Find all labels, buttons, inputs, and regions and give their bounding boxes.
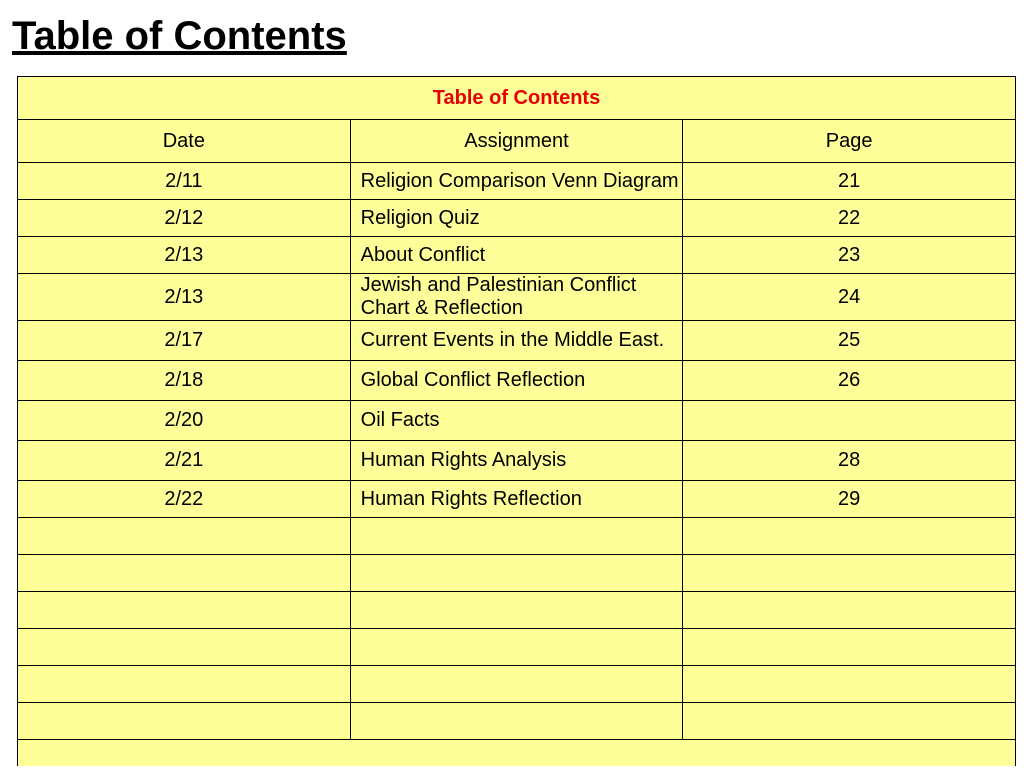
- row-page: 22: [683, 200, 1016, 237]
- empty-cell: [18, 629, 351, 666]
- row-date: 2/13: [18, 274, 351, 321]
- row-assignment: Oil Facts: [350, 401, 683, 441]
- table-row: [18, 274, 1016, 321]
- row-page: [683, 401, 1016, 441]
- row-date: 2/17: [18, 321, 351, 361]
- page-title: Table of Contents: [12, 14, 347, 58]
- empty-cell: [350, 518, 683, 555]
- empty-cell: [18, 555, 351, 592]
- table-row: [18, 441, 1016, 481]
- empty-cell: [350, 592, 683, 629]
- table-row: [18, 200, 1016, 237]
- empty-row: [18, 666, 1016, 703]
- table-caption: Table of Contents: [18, 77, 1016, 120]
- header-date: Date: [18, 120, 351, 163]
- table-row: [18, 321, 1016, 361]
- empty-cell: [18, 592, 351, 629]
- empty-cell: [350, 666, 683, 703]
- toc-table: [17, 76, 1016, 766]
- empty-cell: [683, 703, 1016, 740]
- table-row: [18, 163, 1016, 200]
- empty-cell: [18, 703, 351, 740]
- empty-cell: [350, 555, 683, 592]
- row-date: 2/21: [18, 441, 351, 481]
- row-page: 28: [683, 441, 1016, 481]
- row-assignment: Current Events in the Middle East.: [350, 321, 683, 361]
- empty-cell: [18, 666, 351, 703]
- row-assignment: Jewish and Palestinian Conflict Chart & Reflection: [350, 274, 683, 321]
- header-page: Page: [683, 120, 1016, 163]
- row-assignment: Religion Quiz: [350, 200, 683, 237]
- row-assignment: Global Conflict Reflection: [350, 361, 683, 401]
- header-assignment: Assignment: [350, 120, 683, 163]
- row-assignment: Human Rights Analysis: [350, 441, 683, 481]
- empty-row: [18, 629, 1016, 666]
- row-date: 2/18: [18, 361, 351, 401]
- row-page: 24: [683, 274, 1016, 321]
- table-row: [18, 481, 1016, 518]
- footer-row: [18, 740, 1016, 767]
- header-row: [18, 120, 1016, 163]
- row-date: 2/20: [18, 401, 351, 441]
- footer-cell: [18, 740, 1016, 767]
- row-assignment: Religion Comparison Venn Diagram: [350, 163, 683, 200]
- row-page: 29: [683, 481, 1016, 518]
- empty-cell: [683, 666, 1016, 703]
- row-page: 21: [683, 163, 1016, 200]
- empty-row: [18, 703, 1016, 740]
- row-assignment: About Conflict: [350, 237, 683, 274]
- empty-cell: [683, 629, 1016, 666]
- row-date: 2/12: [18, 200, 351, 237]
- empty-cell: [350, 629, 683, 666]
- empty-cell: [683, 592, 1016, 629]
- empty-row: [18, 555, 1016, 592]
- row-page: 25: [683, 321, 1016, 361]
- row-page: 26: [683, 361, 1016, 401]
- row-date: 2/13: [18, 237, 351, 274]
- empty-cell: [683, 518, 1016, 555]
- row-date: 2/11: [18, 163, 351, 200]
- row-assignment: Human Rights Reflection: [350, 481, 683, 518]
- empty-cell: [350, 703, 683, 740]
- empty-cell: [18, 518, 351, 555]
- row-date: 2/22: [18, 481, 351, 518]
- caption-row: [18, 77, 1016, 120]
- empty-row: [18, 592, 1016, 629]
- table-row: [18, 401, 1016, 441]
- row-page: 23: [683, 237, 1016, 274]
- table-row: [18, 361, 1016, 401]
- table-row: [18, 237, 1016, 274]
- empty-row: [18, 518, 1016, 555]
- empty-cell: [683, 555, 1016, 592]
